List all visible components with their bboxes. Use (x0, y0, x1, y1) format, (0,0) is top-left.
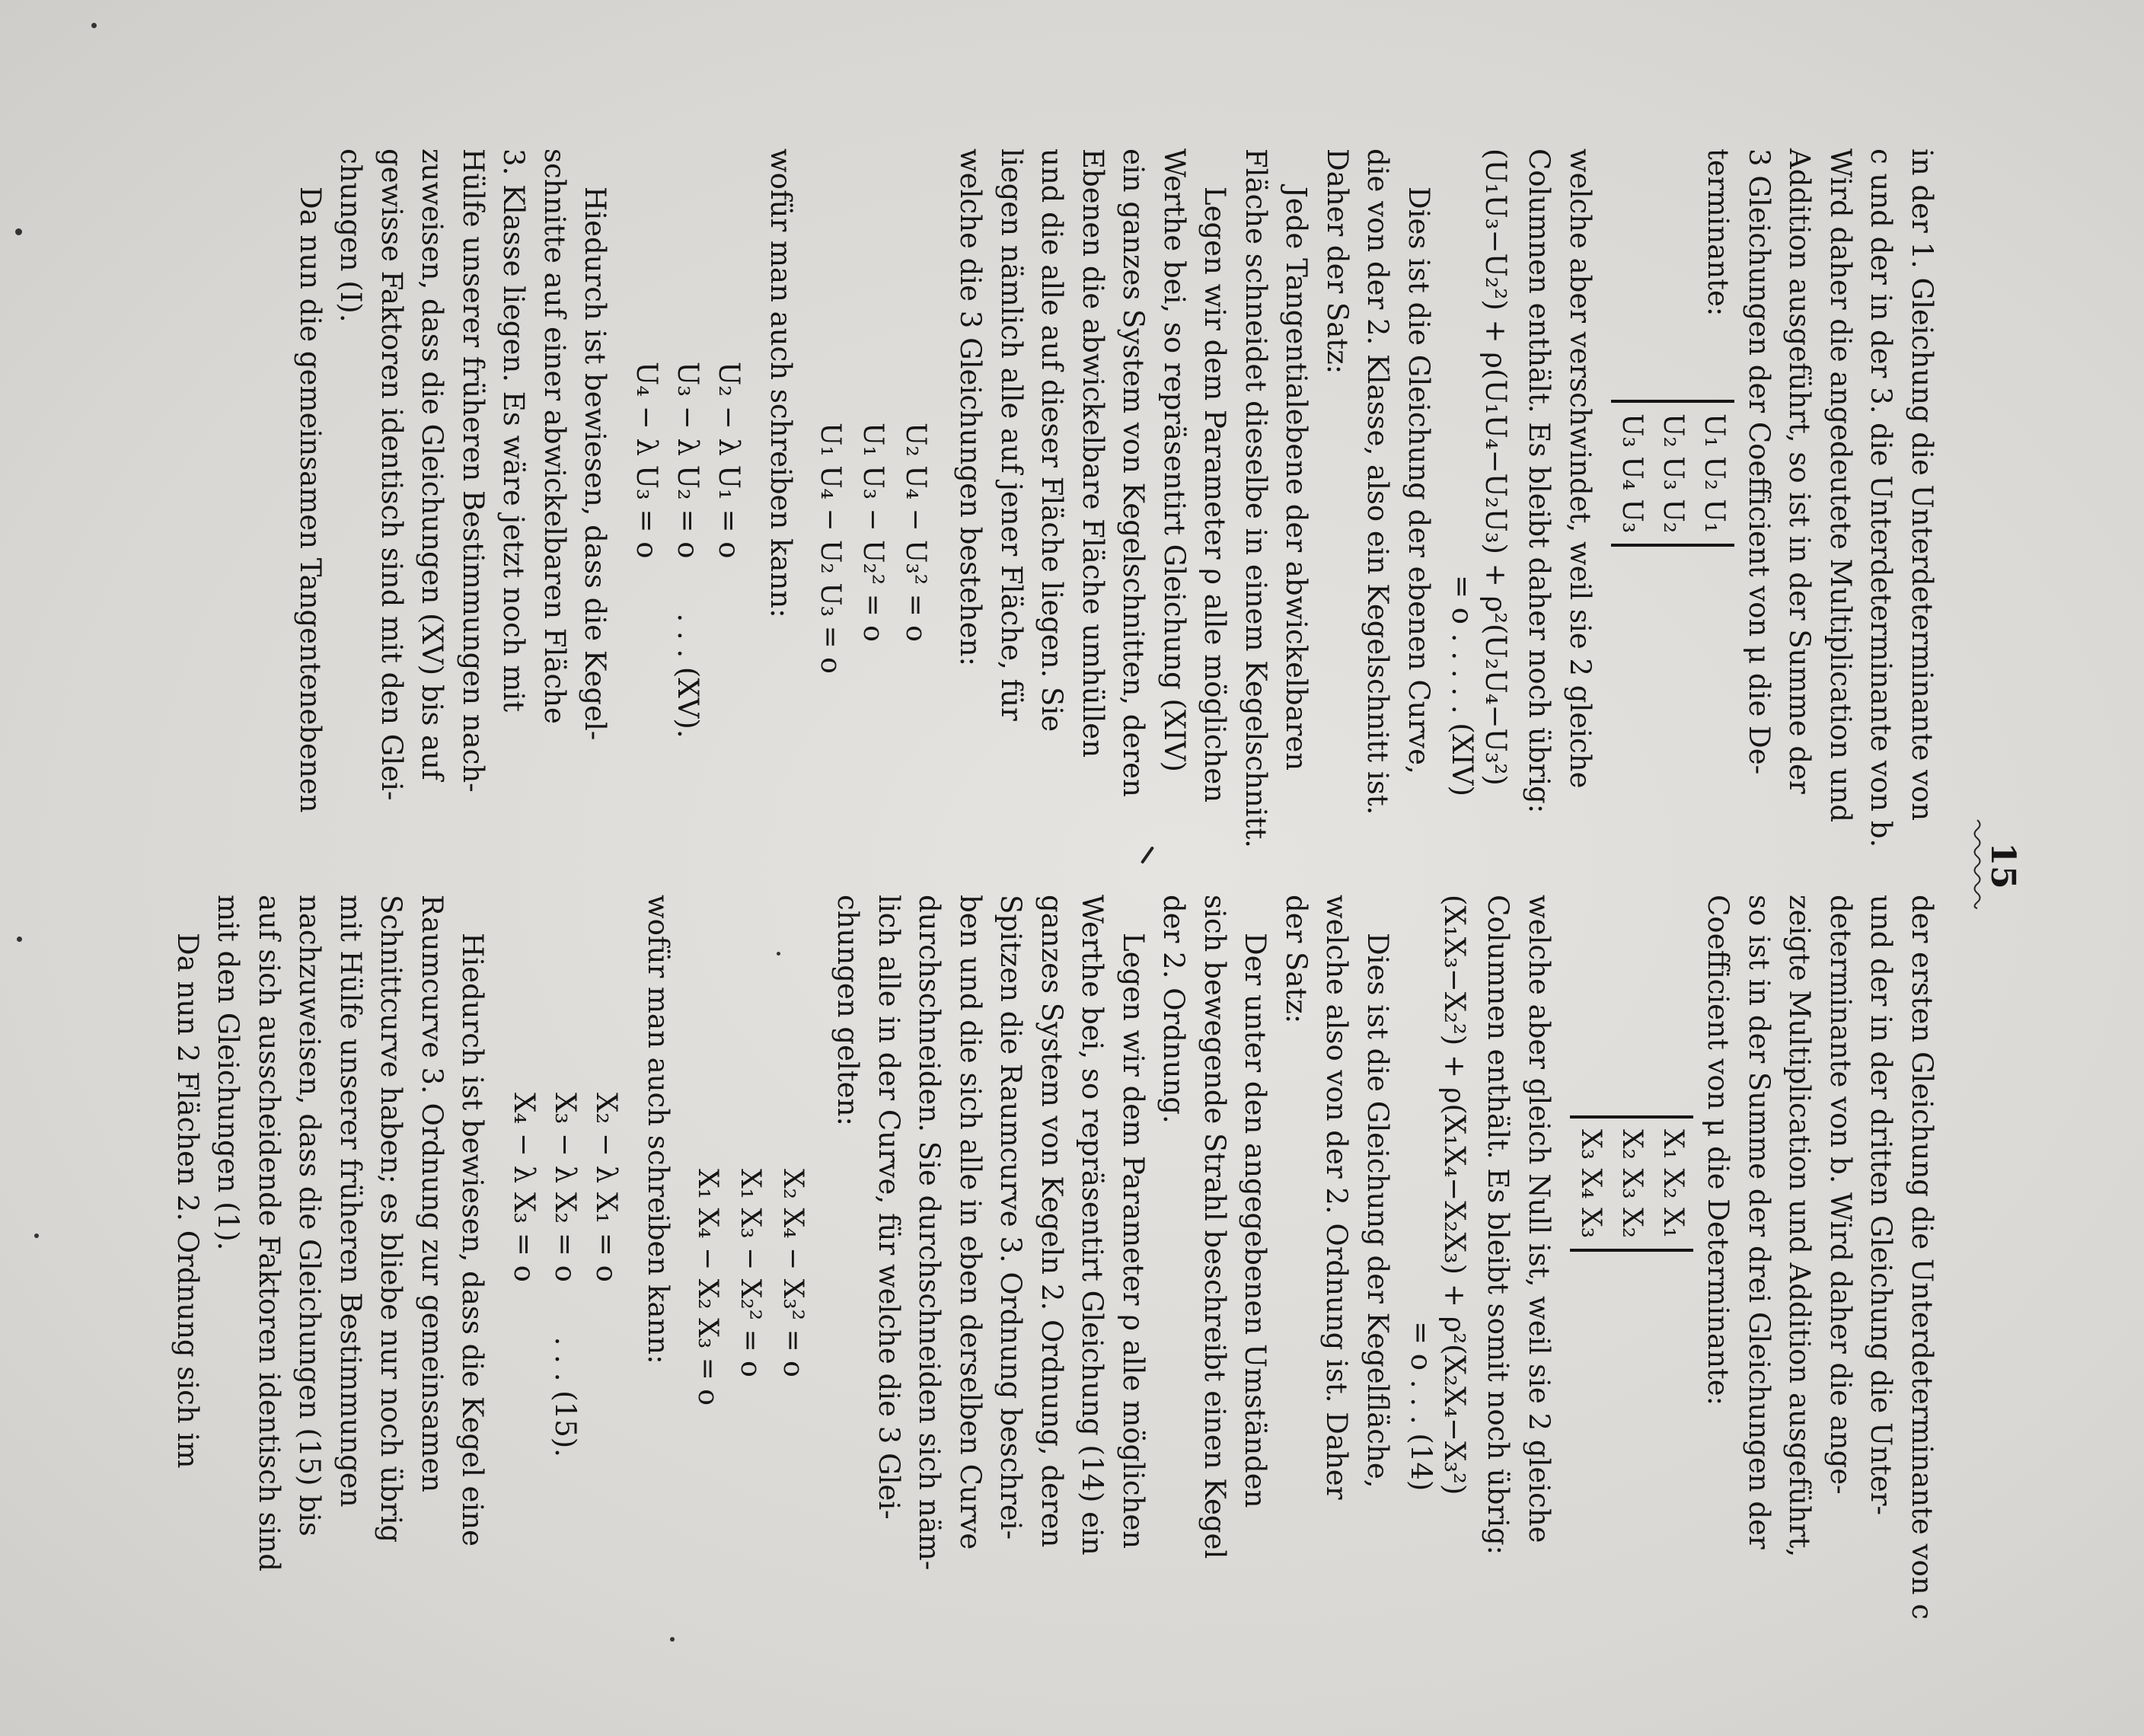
text-line: Hiedurch ist bewiesen, dass die Kegel- (579, 187, 612, 741)
text-line: schnitte auf einer abwickelbaren Fläche (538, 148, 571, 724)
paragraph (1317, 148, 1440, 849)
paragraph (761, 148, 802, 849)
text-line: Hiedurch ist bewiesen, dass die Kegel eine (456, 933, 490, 1547)
text-line: wofür man auch schreiben kann: (642, 895, 675, 1364)
wavy-rule-ornament (1970, 819, 1984, 910)
paragraph (638, 895, 679, 1595)
text-line: Jede Tangentialebene der abwickelbaren (1280, 187, 1313, 771)
text-line: ben und die sich alle in eben derselben Curve (954, 895, 987, 1550)
equation-system (686, 895, 814, 1595)
text-line: Werthe bei, so repräsentirt Gleichung (XIV) (1158, 148, 1191, 772)
text-line: Schnittcurve haben; es bliebe nur noch übrig (375, 895, 408, 1543)
equation-line: X₃ − λ X₂ = o (549, 1093, 582, 1282)
determinant (1605, 400, 1734, 849)
intro-paragraph (1698, 895, 1942, 1620)
text-line: Hülfe unserer früheren Bestimmungen nach- (457, 148, 490, 793)
text-line: und die alle auf dieser Fläche liegen. Sie (1035, 148, 1069, 732)
text-line: Legen wir dem Parameter ρ alle möglichen (1198, 187, 1232, 803)
text-line: und der in der dritten Gleichung die Unter- (1865, 895, 1898, 1515)
text-line: nachzuweisen, dass die Gleichungen (15) bis (293, 895, 327, 1537)
text-line: gewisse Faktoren identisch sind mit den Glei- (375, 148, 408, 801)
determinant-row: U₃ U₄ U₃ (1616, 413, 1648, 534)
paragraph (828, 895, 1153, 1595)
text-line: wofür man auch schreiben kann: (764, 148, 797, 618)
text-line: mit den Gleichungen (1). (212, 895, 245, 1251)
equation-14-number: = o . . . (14) (1405, 1321, 1438, 1492)
text-line: sich bewegende Strahl beschreibt einen Kegel (1198, 895, 1231, 1559)
text-line: die von der 2. Klasse, also ein Kegelschnitt ist. (1361, 148, 1395, 815)
equation-line: X₁ X₃ − X₂² = o (735, 1169, 766, 1377)
equation-line: U₄ − λ U₃ = o (630, 362, 664, 559)
text-line: c und der in der 3. die Unterdeterminante von b. (1865, 148, 1898, 848)
equation-line: U₁ U₄ − U₂ U₃ = o (815, 423, 846, 674)
text-line: Wird daher die angedeutete Multiplication und (1824, 148, 1857, 822)
equation-system-xv (627, 194, 750, 849)
text-line: der ersten Gleichung die Unterdeterminante von c (1906, 895, 1938, 1620)
text-line: 3. Klasse liegen. Es wäre jetzt noch mit (497, 148, 531, 713)
paragraph (168, 895, 209, 1595)
text-line: Daher der Satz: (1321, 148, 1354, 375)
equation-xiv: (U₁U₃−U₂²) + ρ(U₁U₄−U₂U₃) + ρ²(U₂U₄−U₃²) (1479, 148, 1512, 786)
equation-14: (X₁X₃−X₂²) + ρ(X₁X₄−X₂X₃) + ρ²(X₂X₄−X₃²) (1438, 895, 1471, 1495)
text-line: Legen wir dem Parameter ρ alle möglichen (1117, 933, 1150, 1549)
paragraph (290, 148, 331, 849)
equation-number: . . . (15). (549, 1336, 582, 1457)
text-line: Da nun die gemeinsamen Tangentenebenen (294, 187, 327, 813)
paragraph (950, 148, 1236, 849)
text-line: der 2. Ordnung. (1157, 895, 1191, 1124)
text-line: Dies ist die Gleichung der ebenen Curve, (1402, 187, 1435, 774)
equation-system-15 (504, 940, 627, 1595)
determinant-row: U₁ U₂ U₁ (1699, 413, 1730, 534)
text-line: zeigte Multiplication und Addition ausgeführt, (1783, 895, 1817, 1558)
text-line: liegen nämlich alle auf jener Fläche, für (995, 148, 1028, 721)
text-line: welche also von der 2. Ordnung ist. Daher (1320, 895, 1354, 1500)
equation-line: X₄ − λ X₃ = o (508, 1093, 541, 1282)
text-line: Fläche schneidet dieselbe in einem Kegelschnitt. (1240, 148, 1272, 848)
after-determinant-text (1478, 895, 1559, 1595)
text-line: auf sich ausscheidende Faktoren identisch sind (253, 895, 286, 1572)
text-line: Dies ist die Gleichung der Kegelfläche, (1361, 933, 1394, 1489)
paragraph (1276, 895, 1399, 1595)
text-line: mit Hülfe unserer früheren Bestimmungen (334, 895, 367, 1508)
text-line: ganzes System von Kegeln 2. Ordnung, deren (1035, 895, 1068, 1548)
page-number: 15 (1983, 842, 2022, 889)
text-line: so ist in der Summe der drei Gleichungen der (1743, 895, 1776, 1549)
text-line: der Satz: (1280, 895, 1313, 1024)
text-line: durchschneiden. Sie durchschneiden sich näm- (913, 895, 946, 1571)
equation-number: . . . (XV). (672, 613, 705, 739)
equation-line: U₂ − λ U₁ = o (713, 362, 746, 559)
theorem (1236, 148, 1317, 849)
text-line: Addition ausgeführt, so ist in der Summe der (1783, 148, 1817, 794)
equation-line: X₂ X₄ − X₃² = o (777, 1169, 809, 1377)
equation-system (809, 148, 936, 849)
equation-xiv-number: = o . . . . . (XIV) (1446, 575, 1479, 796)
text-line: chungen (I). (334, 148, 368, 323)
text-line: Spitzen die Raumcurve 3. Ordnung beschrei- (994, 895, 1028, 1540)
text-line: Raumcurve 3. Ordnung zur gemeinsamen (416, 895, 448, 1493)
determinant-row: U₂ U₃ U₂ (1657, 413, 1689, 534)
text-line: Columnen enthält. Es bleibt somit noch übrig: (1482, 895, 1515, 1556)
text-line: zuweisen, dass die Gleichungen (XV) bis auf (416, 148, 449, 780)
text-column-left (290, 148, 1943, 849)
text-line: Der unter den angegebenen Umständen (1239, 933, 1272, 1508)
text-line: Da nun 2 Flächen 2. Ordnung sich im (171, 933, 204, 1469)
determinant-row: X₃ X₄ X₃ (1575, 1129, 1606, 1239)
text-line: Coefficient von μ die Determinante: (1702, 895, 1735, 1406)
determinant (1564, 1115, 1693, 1595)
equation-line: U₃ − λ U₂ = o (672, 362, 705, 559)
text-line: Ebenen die abwickelbare Fläche umhüllen (1077, 148, 1109, 758)
text-line: ein ganzes System von Kegelschnitten, deren (1117, 148, 1150, 797)
text-line: welche aber gleich Null ist, weil sie 2 gleiche (1523, 895, 1555, 1543)
equation-line: U₂ U₄ − U₃² = o (900, 423, 931, 642)
text-line: 3 Gleichungen der Coefficient von μ die De- (1743, 148, 1776, 775)
text-line: chungen gelten: (831, 895, 865, 1126)
text-line: in der 1. Gleichung die Unterdeterminante von (1906, 148, 1938, 822)
determinant-row: X₂ X₃ X₂ (1616, 1129, 1648, 1239)
text-line: Columnen enthält. Es bleibt daher noch übrig: (1523, 148, 1556, 814)
after-determinant-text (1519, 148, 1600, 849)
determinant-row: X₁ X₂ X₁ (1657, 1129, 1689, 1239)
theorem (1153, 895, 1276, 1595)
text-column-right (168, 895, 1943, 1620)
intro-paragraph (1698, 148, 1942, 849)
equation-line: X₁ X₄ − X₂ X₃ = o (692, 1169, 723, 1406)
text-line: terminante: (1702, 148, 1735, 317)
text-line: welche die 3 Gleichungen bestehen: (954, 148, 987, 666)
text-line: welche aber verschwindet, weil sie 2 gleiche (1564, 148, 1597, 789)
equation-line: U₁ U₃ − U₂² = o (857, 423, 889, 642)
text-line: determinante von b. Wird daher die ange- (1824, 895, 1857, 1495)
paragraph (330, 148, 616, 849)
paragraph (208, 895, 493, 1595)
text-line: lich alle in der Curve, für welche die 3 Glei- (873, 895, 905, 1520)
text-line: Werthe bei, so repräsentirt Gleichung (14) ein (1076, 895, 1109, 1556)
equation-line: X₂ − λ X₁ = o (590, 1093, 624, 1282)
